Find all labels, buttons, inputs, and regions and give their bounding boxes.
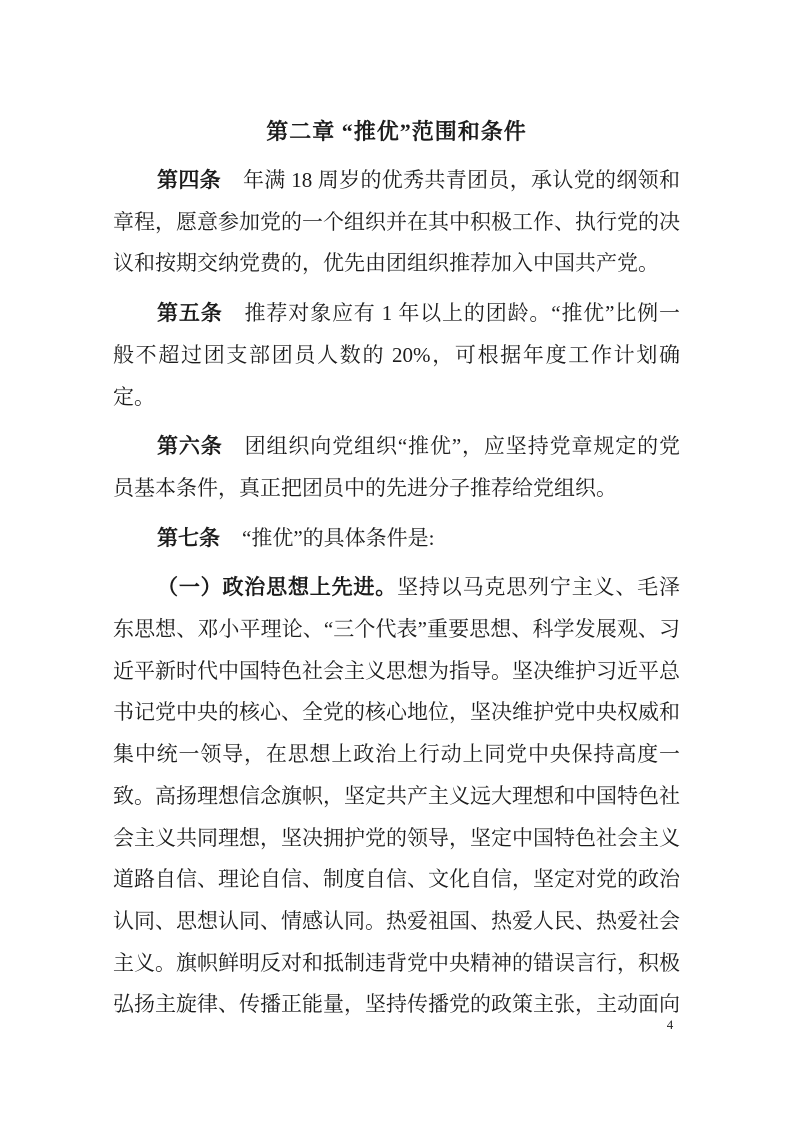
paragraph-article-7 [113,518,680,560]
article-4-label: 第四条 [157,168,221,192]
chapter-title: 第二章 “推优”范围和条件 [266,119,527,144]
paragraph-item-1-political [113,567,680,1026]
paragraph-article-4 [113,160,680,285]
paragraph-article-6 [113,426,680,509]
article-4-text: 年满 18 周岁的优秀共青团员，承认党的纲领和章程，愿意参加党的一个组织并在其中积极工作、执行党的决议和按期交纳党费的，优先由团组织推荐加入中国共产党。 [113,168,681,276]
item-1-text: 坚持以马克思列宁主义、毛泽东思想、邓小平理论、“三个代表”重要思想、科学发展观、习近平新时代中国特色社会主义思想为指导。坚决维护习近平总书记党中央的核心、全党的核心地位，坚决维护党中央权威和集中统一领导，在思想上政治上行动上同党中央保持高度一致。高扬理想信念旗帜，坚定共产主义远大理想和中国特色社会主义共同理想，坚决拥护党的领导，坚定中国特色社会主义道路自信、理论自信、制度自信、文化自信，坚定对党的政治认同、思想认同、情感认同。热爱祖国、热爱人民、热爱社会主义。旗帜鲜明反对和抵制违背党中央精神的错误言行，积极弘扬主旋律、传播正能量，坚持传播党的政策主张，主动面向 [113,575,681,1017]
paragraph-article-5 [113,293,680,418]
page-number: 4 [666,1017,674,1032]
article-5-text: 推荐对象应有 1 年以上的团龄。“推优”比例一般不超过团支部团员人数的 20%，可根据年度工作计划确定。 [113,301,681,409]
item-1-label: （一）政治思想上先进。 [157,575,398,600]
article-7-label: 第七条 [157,525,220,550]
document-content [113,116,680,1034]
article-7-text: “推优”的具体条件是: [242,525,435,550]
article-5-label: 第五条 [157,301,223,326]
article-6-label: 第六条 [157,434,223,459]
article-6-text: 团组织向党组织“推优”，应坚持党章规定的党员基本条件，真正把团员中的先进分子推荐给党组织。 [113,434,680,500]
